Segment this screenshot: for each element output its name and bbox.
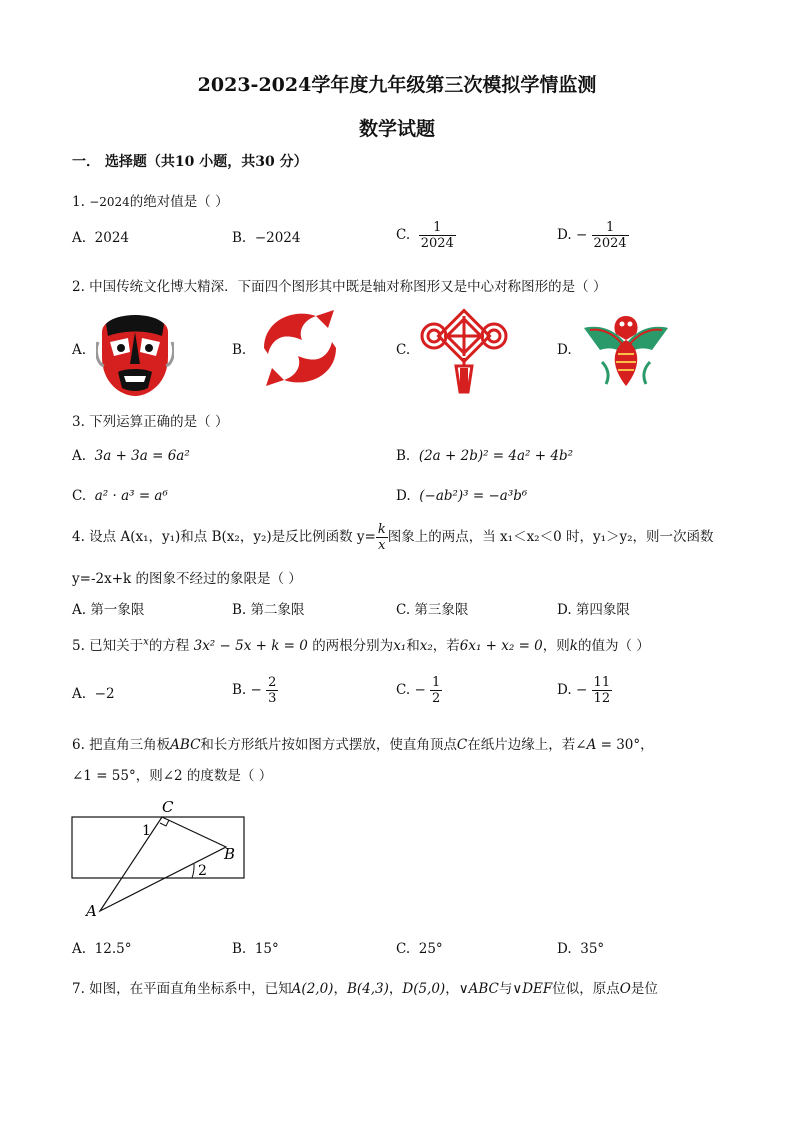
q5-option-b[interactable]: B. − $\frac{2}{3}$	[232, 675, 277, 706]
page-title: 2023-2024学年度九年级第三次模拟学情监测	[197, 74, 597, 96]
triangle-rectangle-figure	[66, 795, 256, 925]
opera-mask-image[interactable]	[96, 302, 174, 398]
question-4-line-2: y=-2x+k 的图象不经过的象限是（ ）	[72, 571, 302, 587]
q3-option-a[interactable]: A. 3a + 3a = 6a²	[72, 448, 190, 464]
q3-option-c[interactable]: C. a² · a³ = a⁶	[72, 488, 168, 504]
vertex-a-label: A	[86, 902, 97, 920]
vertex-c-label: C	[162, 798, 174, 816]
vertex-b-label: B	[224, 845, 236, 863]
fish-kite-image[interactable]	[582, 310, 670, 390]
q4-option-a[interactable]: A. 第一象限	[72, 602, 145, 618]
section-heading: 一． 选择题（共10 小题，共30 分）	[72, 154, 308, 170]
question-6: 6. 把直角三角板ABC和长方形纸片按如图方式摆放，使直角顶点C在纸片边缘上，若∠A = 30°，	[72, 737, 654, 753]
q6-option-c[interactable]: C. 25°	[396, 941, 443, 957]
q3-option-d[interactable]: D. (−ab²)³ = −a³b⁶	[396, 488, 528, 504]
question-1: 1. −2024的绝对值是（ ）	[72, 194, 229, 210]
q4-option-b[interactable]: B. 第二象限	[232, 602, 305, 618]
q1-option-d[interactable]: D. − $\frac{1}{2024}$	[557, 220, 627, 251]
q1-option-b[interactable]: B. −2024	[232, 230, 301, 246]
q1-option-c[interactable]: C. $\frac{1}{2024}$	[396, 220, 454, 251]
q1-option-a[interactable]: A. 2024	[72, 230, 129, 246]
question-4: 4. 设点 A(x₁，y₁)和点 B(x₂，y₂)是反比例函数 y= $\frac{k}{x}$ 图象上的两点，当 x₁＜x₂＜0 时，y₁＞y₂，则一次函数	[72, 522, 714, 553]
question-7: 7. 如图，在平面直角坐标系中，已知A(2,0)，B(4,3)，D(5,0)，∨ABC与∨DEF位似，原点O是位	[72, 981, 658, 997]
q3-option-b[interactable]: B. (2a + 2b)² = 4a² + 4b²	[396, 448, 574, 464]
chinese-knot-image[interactable]	[416, 308, 512, 396]
page-subtitle: 数学试题	[358, 118, 435, 140]
question-3: 3. 下列运算正确的是（ ）	[72, 414, 229, 430]
q6-option-a[interactable]: A. 12.5°	[72, 941, 132, 957]
q4-option-c[interactable]: C. 第三象限	[396, 602, 469, 618]
question-6-line-2: ∠1 = 55°，则∠2 的度数是（ ）	[72, 768, 273, 784]
q6-option-d[interactable]: D. 35°	[557, 941, 605, 957]
q2-option-c-label[interactable]: C.	[396, 342, 411, 358]
angle-2-label: 2	[198, 863, 207, 879]
q2-option-a-label[interactable]: A.	[72, 342, 87, 358]
q5-option-d[interactable]: D. − $\frac{11}{12}$	[557, 675, 611, 706]
q2-option-d-label[interactable]: D.	[557, 342, 572, 358]
question-2: 2. 中国传统文化博大精深．下面四个图形其中既是轴对称图形又是中心对称图形的是（ ）	[72, 279, 607, 295]
angle-1-label: 1	[142, 823, 151, 839]
q5-option-c[interactable]: C. − $\frac{1}{2}$	[396, 675, 441, 706]
twin-fish-papercut-image[interactable]	[254, 302, 346, 394]
q6-option-b[interactable]: B. 15°	[232, 941, 279, 957]
q4-option-d[interactable]: D. 第四象限	[557, 602, 630, 618]
q2-option-b-label[interactable]: B.	[232, 342, 247, 358]
q5-option-a[interactable]: A. −2	[72, 686, 115, 702]
question-5: 5. 已知关于$^x$的方程 3x² − 5x + k = 0 的两根分别为x₁和x₂，若6x₁ + x₂ = 0，则k的值为（ ）	[72, 636, 650, 654]
